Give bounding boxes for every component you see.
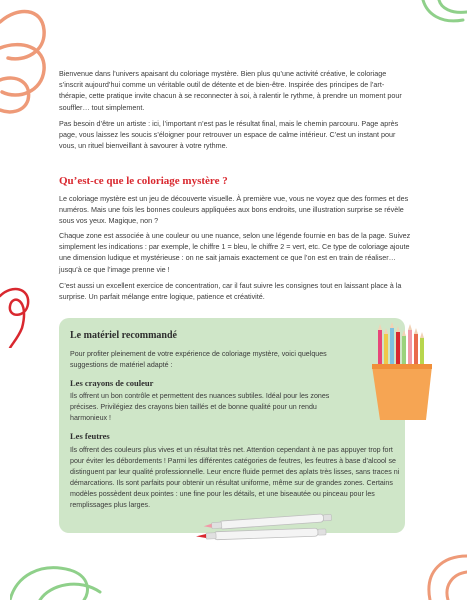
green-swirl-decoration [405, 0, 467, 40]
section-paragraph-1: Le coloriage mystère est un jeu de découverte visuelle. À première vue, vous ne voyez que des formes et des numéros. Mais une fois les bonnes couleurs appliquées aux bons endroits, une illustration surprise se révèle sous vos yeux. Magique, non ? [59, 194, 409, 226]
crayons-subtitle: Les crayons de couleur [70, 378, 154, 388]
section-title: Qu’est-ce que le coloriage mystère ? [59, 175, 228, 187]
orange-swirl-decoration [0, 0, 60, 115]
crayons-text: Ils offrent un bon contrôle et permettent des nuances subtiles. Idéal pour les zones précises. Privilégiez des crayons bien taillés et de bonne qualité pour un rendu harmonieux ! [70, 392, 330, 422]
markers-illustration [190, 512, 340, 544]
intro-paragraph-2: Pas besoin d’être un artiste : ici, l’important n’est pas le résultat final, mais le chemin parcouru. Page après page, vous laissez les soucis s’éloigner pour retrouver un espace de calme intérieur. C’est un instant pour vous, un rituel bienveillant à savourer à votre rythme. [59, 119, 399, 151]
feutres-subtitle: Les feutres [70, 431, 110, 441]
feutres-text: Ils offrent des couleurs plus vives et un résultat très net. Attention cependant à ne pas appuyer trop fort pour éviter les débordements ! Parmi les différentes catégories de feutres, les feutres à base d’alcool se distinguent par leur qualité professionnelle. Leur encre fluide permet des aplats très lisses, sans traces ni démarcations. Ils sont parfaits pour obtenir un résultat uniforme, même sur de grandes zones. Certains modèles possèdent deux pointes : une fine pour les détails, et une biseautée ou pinceau pour les remplissages plus larges. [70, 446, 400, 509]
pencil-pot-illustration [370, 322, 440, 422]
intro-paragraph-1: Bienvenue dans l’univers apaisant du coloriage mystère. Bien plus qu’une activité créative, le coloriage s’inscrit aujourd’hui comme un véritable outil de détente et de bien-être. Inspirée des principes de l’art-thérapie, cette pratique invite chacun à se reconnecter à soi, à ralentir le rythme, à prendre un moment pour souffler… tout simplement. [59, 69, 402, 112]
section-paragraph-3: C’est aussi un excellent exercice de concentration, car il faut suivre les consignes tout en laissant place à la surprise. Un parfait mélange entre logique, patience et créativité. [59, 281, 402, 302]
materials-intro: Pour profiter pleinement de votre expérience de coloriage mystère, voici quelques suggestions de matériel adapté : [70, 350, 327, 369]
red-ribbon-decoration [0, 278, 40, 348]
green-swirl-bottom-left [10, 552, 140, 600]
section-paragraph-2: Chaque zone est associée à une couleur ou une nuance, selon une légende fournie en bas de la page. Suivez simplement les indications : par exemple, le chiffre 1 = bleu, le chiffre 2 = vert, etc. Ce type de coloriage ajoute une dimension ludique et mystérieuse : on ne sait jamais exactement ce que l’on est en train de réaliser… jusqu’à ce que l’image prenne vie ! [59, 231, 411, 274]
materials-title: Le matériel recommandé [70, 330, 177, 341]
orange-swirl-bottom-right [400, 552, 467, 600]
